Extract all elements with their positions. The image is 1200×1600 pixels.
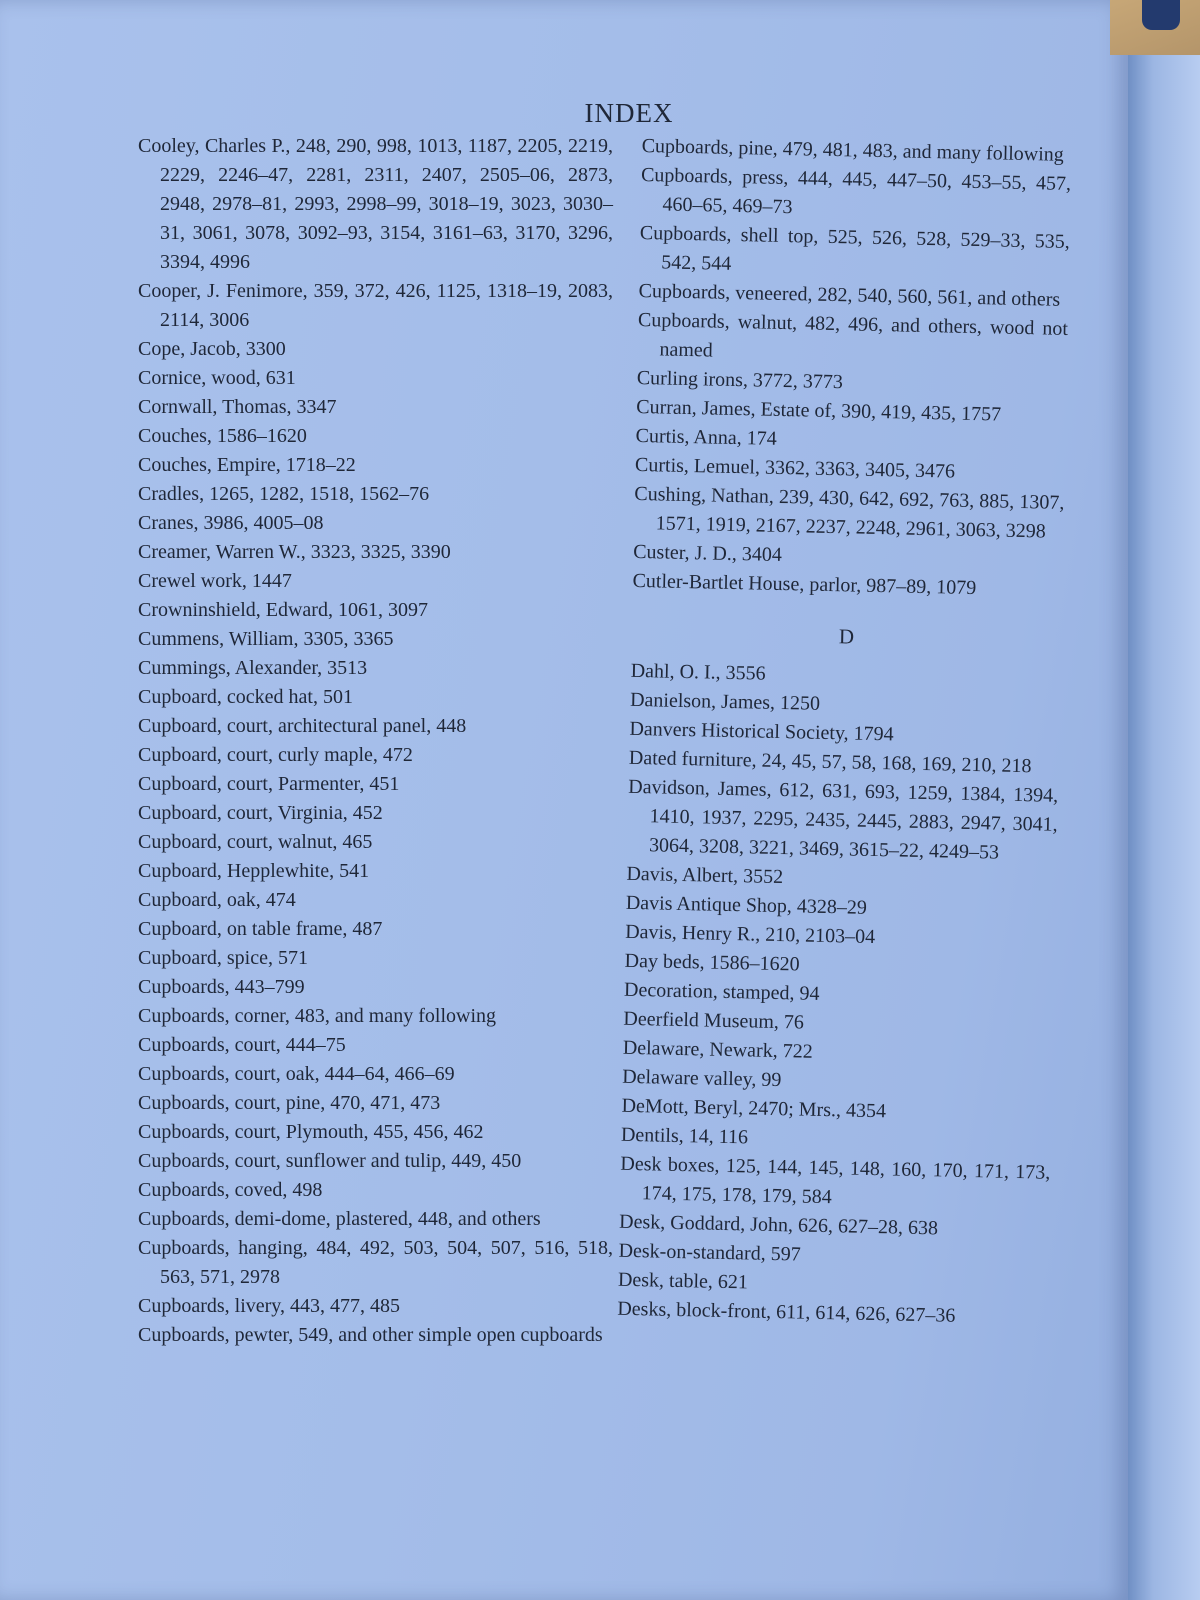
index-column-right <box>617 132 1072 1327</box>
index-entry: Desk boxes, 125, 144, 145, 148, 160, 170, 171, 173, 174, 175, 178, 179, 584 <box>620 1152 1051 1209</box>
index-entry: Cupboard, cocked hat, 501 <box>138 686 353 708</box>
index-entry: Cupboard, Hepplewhite, 541 <box>138 860 370 882</box>
index-entry: Day beds, 1586–1620 <box>624 949 800 976</box>
index-entry: Cummens, William, 3305, 3365 <box>138 628 394 650</box>
index-entry: Cupboards, pewter, 549, and other simple open cupboards <box>138 1324 603 1346</box>
section-letter-heading: D <box>838 624 855 649</box>
index-entry: Cupboard, court, walnut, 465 <box>138 831 373 853</box>
index-entry: Desk, table, 621 <box>617 1268 749 1294</box>
index-column-right-body <box>617 132 1072 1333</box>
index-entry: Cupboards, pine, 479, 481, 483, and many following <box>641 134 1065 166</box>
index-entry: Cupboards, hanging, 484, 492, 503, 504, 507, 516, 518, 563, 571, 2978 <box>138 1237 613 1288</box>
index-entry: Curtis, Anna, 174 <box>635 424 777 450</box>
index-entry: Cupboard, court, curly maple, 472 <box>138 744 413 766</box>
index-entry: Desk, Goddard, John, 626, 627–28, 638 <box>618 1210 939 1240</box>
index-entry: Cutler-Bartlet House, parlor, 987–89, 1079 <box>632 569 977 600</box>
index-column-left <box>138 132 613 1350</box>
index-entry: Cupboards, corner, 483, and many following <box>138 1005 497 1027</box>
index-entry: Cornice, wood, 631 <box>138 367 296 389</box>
index-entry: Cupboard, court, Virginia, 452 <box>138 802 383 824</box>
index-entry: Couches, 1586–1620 <box>138 425 307 447</box>
index-entry: Desk-on-standard, 597 <box>618 1239 801 1266</box>
index-entry: Davidson, James, 612, 631, 693, 1259, 1384, 1394, 1410, 1937, 2295, 2435, 2445, 2883, 2947, 3041, 3064, 3208, 3221, 3469, 3615–22, 4249–53 <box>628 775 1059 864</box>
index-entry: Dated furniture, 24, 45, 57, 58, 168, 169, 210, 218 <box>628 746 1032 778</box>
index-entry: Cupboard, spice, 571 <box>138 947 308 969</box>
index-entry: Desks, block-front, 611, 614, 626, 627–36 <box>617 1297 956 1327</box>
index-entry: Curling irons, 3772, 3773 <box>636 366 844 394</box>
index-entry: Cupboards, demi-dome, plastered, 448, and others <box>138 1208 541 1230</box>
index-entry: Cupboards, court, sunflower and tulip, 449, 450 <box>138 1150 522 1172</box>
index-entry: Danvers Historical Society, 1794 <box>629 717 894 746</box>
index-entry: Cooley, Charles P., 248, 290, 998, 1013, 1187, 2205, 2219, 2229, 2246–47, 2281, 2311, 2407, 2505–06, 2873, 2948, 2978–81, 2993, 2998–99, 3018–19, 3023, 3030–31, 3061, 3078, 3092–93, 3154, 3161–63, 3170, 3296, 3394, 4996 <box>138 135 613 273</box>
index-entry: Cupboards, coved, 498 <box>138 1179 323 1201</box>
index-entry: Cupboards, press, 444, 445, 447–50, 453–55, 457, 460–65, 469–73 <box>640 163 1072 219</box>
index-entry: Cornwall, Thomas, 3347 <box>138 396 337 418</box>
next-page-edge <box>1128 0 1200 1600</box>
index-entry: Cupboards, court, pine, 470, 471, 473 <box>138 1092 441 1114</box>
index-entry: Cupboards, shell top, 525, 526, 528, 529–33, 535, 542, 544 <box>639 221 1071 275</box>
index-entry: Delaware, Newark, 722 <box>622 1036 813 1063</box>
index-entry: DeMott, Beryl, 2470; Mrs., 4354 <box>621 1094 887 1123</box>
index-entry: Crewel work, 1447 <box>138 570 292 592</box>
index-entry: Cupboards, 443–799 <box>138 976 305 998</box>
index-entry: Deerfield Museum, 76 <box>623 1007 805 1034</box>
index-entry: Creamer, Warren W., 3323, 3325, 3390 <box>138 541 451 563</box>
cover-corner <box>1142 0 1180 30</box>
index-entry: Danielson, James, 1250 <box>629 688 821 715</box>
index-entry: Decoration, stamped, 94 <box>623 978 820 1005</box>
index-entry: Cooper, J. Fenimore, 359, 372, 426, 1125, 1318–19, 2083, 2114, 3006 <box>138 280 613 331</box>
index-entry: Cradles, 1265, 1282, 1518, 1562–76 <box>138 483 430 505</box>
index-entry: Cupboards, court, Plymouth, 455, 456, 462 <box>138 1121 484 1143</box>
index-entry: Cupboards, veneered, 282, 540, 560, 561, and others <box>638 279 1061 311</box>
page-title: INDEX <box>584 98 674 128</box>
index-entry: Cope, Jacob, 3300 <box>138 338 286 360</box>
index-entry: Cupboard, court, Parmenter, 451 <box>138 773 400 795</box>
index-entry: Davis, Henry R., 210, 2103–04 <box>625 920 876 949</box>
index-entry: Custer, J. D., 3404 <box>632 540 783 567</box>
index-entry: Cupboard, oak, 474 <box>138 889 296 911</box>
index-entry: Curran, James, Estate of, 390, 419, 435, 1757 <box>636 395 1002 426</box>
index-entry: Delaware valley, 99 <box>621 1065 782 1092</box>
index-entry: Couches, Empire, 1718–22 <box>138 454 356 476</box>
index-entry: Davis Antique Shop, 4328–29 <box>625 891 868 919</box>
index-entry: Dahl, O. I., 3556 <box>630 659 766 685</box>
index-entry: Cupboards, court, oak, 444–64, 466–69 <box>138 1063 455 1085</box>
index-entry: Cupboard, court, architectural panel, 448 <box>138 715 467 737</box>
index-entry: Cupboard, on table frame, 487 <box>138 918 383 940</box>
index-entry: Cushing, Nathan, 239, 430, 642, 692, 763, 885, 1307, 1571, 1919, 2167, 2237, 2248, 2961, 3063, 3298 <box>634 482 1065 543</box>
index-entry: Cranes, 3986, 4005–08 <box>138 512 324 534</box>
index-entry: Cummings, Alexander, 3513 <box>138 657 368 679</box>
index-entry: Cupboards, walnut, 482, 496, and others, wood not named <box>637 308 1069 362</box>
index-entry: Davis, Albert, 3552 <box>626 862 784 889</box>
index-entry: Cupboards, court, 444–75 <box>138 1034 346 1056</box>
index-entry: Cupboards, livery, 443, 477, 485 <box>138 1295 401 1317</box>
index-entry: Dentils, 14, 116 <box>620 1123 749 1149</box>
index-entry: Curtis, Lemuel, 3362, 3363, 3405, 3476 <box>634 453 956 483</box>
index-entry: Crowninshield, Edward, 1061, 3097 <box>138 599 428 621</box>
